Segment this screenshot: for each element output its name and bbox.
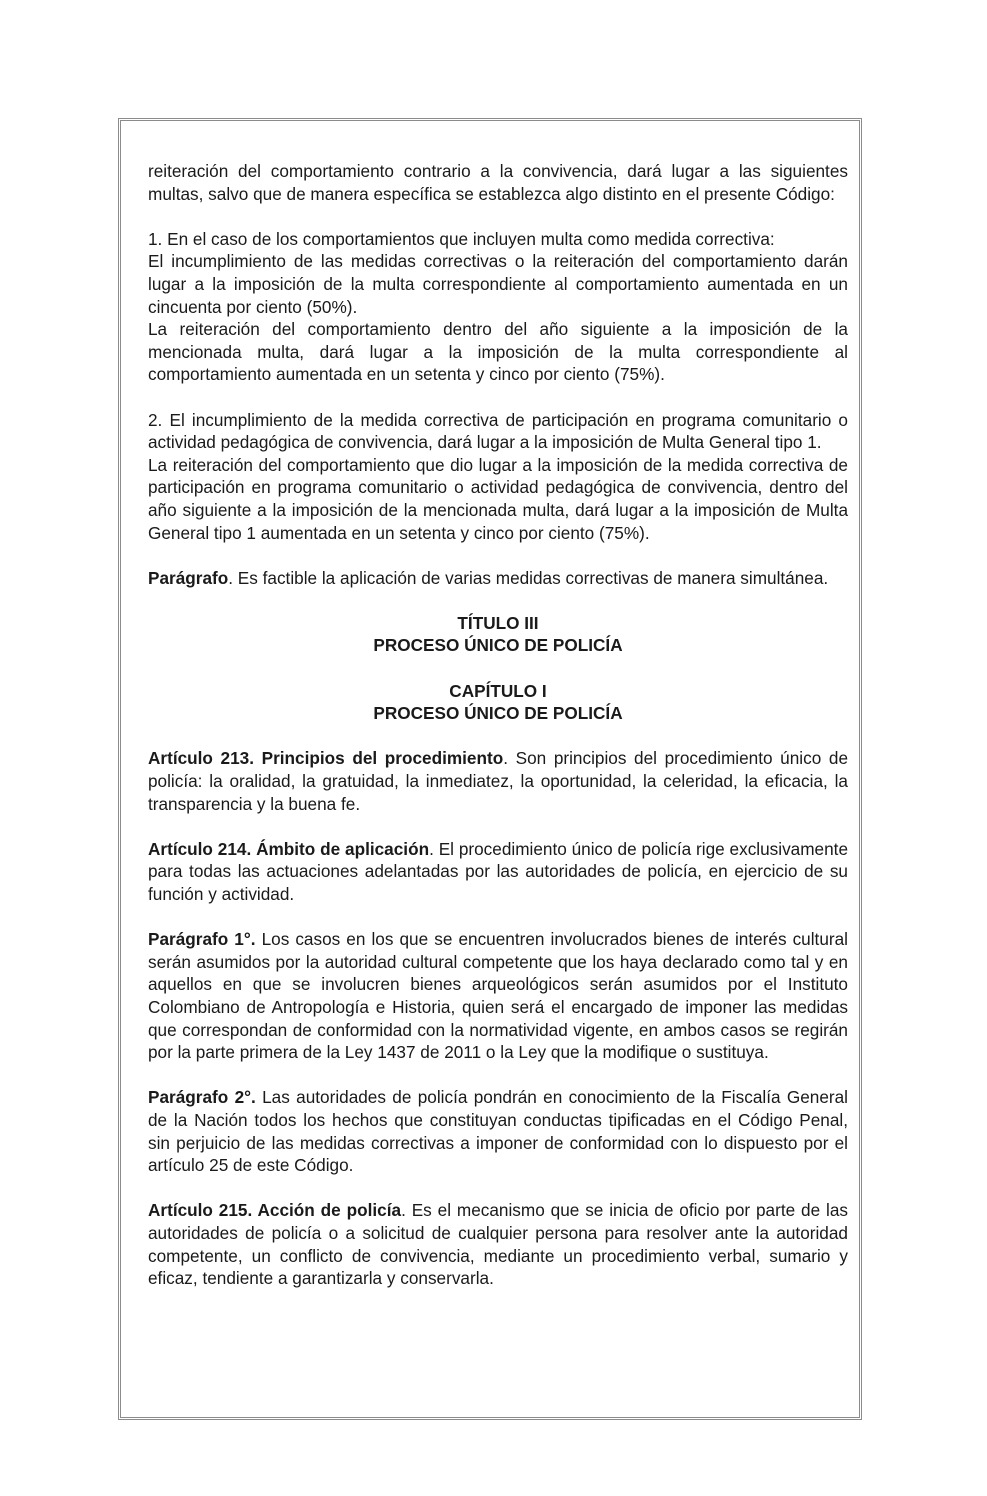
paragrafo-label: Parágrafo (148, 567, 229, 588)
document-body (148, 160, 848, 1290)
article-214 (148, 838, 848, 906)
paragrafo-1 (148, 928, 848, 1064)
titulo-heading (148, 612, 848, 657)
paragrafo-2-text: Las autoridades de policía pondrán en conocimiento de la Fiscalía General de la Nación todos los hechos que constituyan conductas tipificadas en el Código Penal, sin perjuicio de las medidas correctivas a imponer de conformidad con lo dispuesto por el artículo 25 de este Código. (148, 1087, 848, 1176)
paragrafo-1-text: Los casos en los que se encuentren involucrados bienes de interés cultural serán asumidos por la autoridad cultural competente que los haya declarado como tal y en aquellos en que se involucren bienes arqueológicos serán asumidos por el Instituto Colombiano de Antropología e Historia, quien será el encargado de imponer las medidas que correspondan de conformidad con la normatividad vigente, en ambos casos se regirán por la parte primera de la Ley 1437 de 2011 o la Ley que la modifique o sustituya. (148, 929, 848, 1063)
item-2-paragraph-1: La reiteración del comportamiento que dio lugar a la imposición de la medida correctiva de participación en programa comunitario o actividad pedagógica de convivencia, dentro del año siguiente a la imposición de la mencionada multa, dará lugar a la imposición de Multa General tipo 1 aumentada en un setenta y cinco por ciento (75%). (148, 454, 848, 543)
paragrafo-1-label: Parágrafo 1°. (148, 929, 256, 950)
paragrafo-2-label: Parágrafo 2°. (148, 1087, 256, 1108)
article-213 (148, 747, 848, 815)
paragrafo-2 (148, 1086, 848, 1176)
article-214-label: Artículo 214. Ámbito de aplicación (148, 838, 430, 859)
article-213-label: Artículo 213. Principios del procedimiento (148, 748, 504, 769)
article-215-text: . Es el mecanismo que se inicia de oficio por parte de las autoridades de policía o a solicitud de cualquier persona para resolver ante la autoridad competente, un conflicto de convivencia, mediante un procedimiento verbal, sumario y eficaz, tendiente a garantizarla y conservarla. (148, 1200, 849, 1289)
titulo-name: PROCESO ÚNICO DE POLICÍA (373, 635, 623, 656)
item-1-paragraph-2: La reiteración del comportamiento dentro del año siguiente a la imposición de la mencionada multa, dará lugar a la imposición de la multa correspondiente al comportamiento aumentada en un setenta y cinco por ciento (75%). (148, 319, 848, 385)
capitulo-heading (148, 680, 848, 725)
item-2-lead: 2. El incumplimiento de la medida correctiva de participación en programa comunitario o actividad pedagógica de convivencia, dará lugar a la imposición de Multa General tipo 1. (148, 409, 848, 453)
capitulo-number: CAPÍTULO I (449, 680, 547, 701)
item-1-paragraph-1: El incumplimiento de las medidas correctivas o la reiteración del comportamiento darán lugar a la imposición de la multa correspondiente al comportamiento aumentada en un cincuenta por ciento (50%). (148, 251, 848, 317)
intro-paragraph: reiteración del comportamiento contrario a la convivencia, dará lugar a las siguientes multas, salvo que de manera específica se establezca algo distinto en el presente Código: (148, 161, 848, 204)
item-1-lead: 1. En el caso de los comportamientos que incluyen multa como medida correctiva: (148, 228, 775, 249)
article-214-text: . El procedimiento único de policía rige exclusivamente para todas las actuaciones adelantadas por las autoridades de policía, en ejercicio de su función y actividad. (148, 838, 849, 904)
article-213-text: . Son principios del procedimiento único de policía: la oralidad, la gratuidad, la inmediatez, la oportunidad, la celeridad, la eficacia, la transparencia y la buena fe. (148, 748, 849, 814)
capitulo-name: PROCESO ÚNICO DE POLICÍA (373, 703, 623, 724)
paragrafo (148, 567, 848, 590)
paragrafo-text: . Es factible la aplicación de varias medidas correctivas de manera simultánea. (228, 567, 829, 588)
article-215 (148, 1199, 848, 1289)
article-215-label: Artículo 215. Acción de policía (148, 1200, 402, 1221)
titulo-number: TÍTULO III (457, 612, 539, 633)
